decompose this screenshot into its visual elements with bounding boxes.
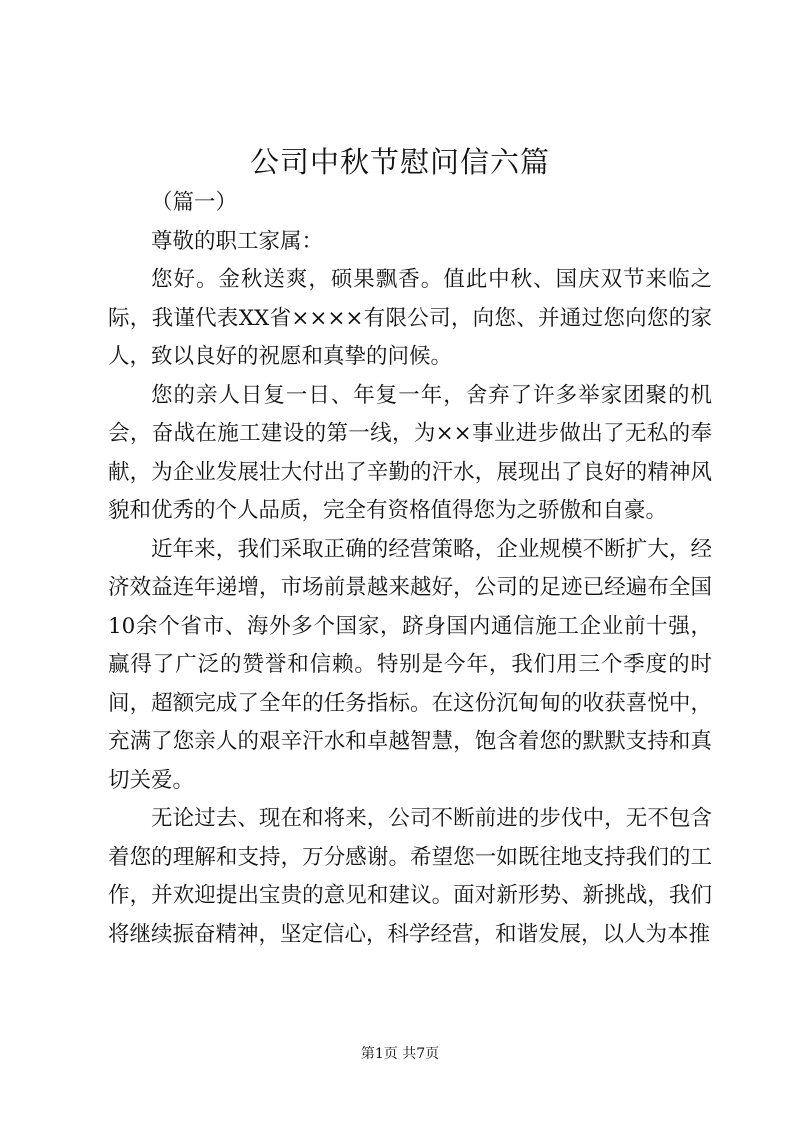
page-footer: 第1页 共7页 <box>360 1046 440 1062</box>
salutation: 尊敬的职工家属： <box>151 228 324 254</box>
document-body <box>108 184 712 954</box>
section-label: （篇一） <box>151 190 238 215</box>
document-title: 公司中秋节慰问信六篇 <box>249 145 550 179</box>
paragraph-thanks-and-future: 无论过去、现在和将来，公司不断前进的步伐中，无不包含着您的理解和支持，万分感谢。希望您一如既往地支持我们的工作，并欢迎提出宝贵的意见和建议。面对新形势、新挑战，我们将继续振奋精神，坚定信心，科学经营，和谐发展，以人为本推 <box>108 806 712 947</box>
paragraph-greeting: 您好。金秋送爽，硕果飘香。值此中秋、国庆双节来临之际，我谨代表XX省××××有限公司，向您、并通过您向您的家人，致以良好的祝愿和真挚的问候。 <box>108 267 712 369</box>
paragraph-company-achievements: 近年来，我们采取正确的经营策略，企业规模不断扩大，经济效益连年递增，市场前景越来越好，公司的足迹已经遍布全国10余个省市、海外多个国家，跻身国内通信施工企业前十强，赢得了广泛的赞誉和信赖。特别是今年，我们用三个季度的时间，超额完成了全年的任务指标。在这份沉甸甸的收获喜悦中，充满了您亲人的艰辛汗水和卓越智慧，饱含着您的默默支持和真切关爱。 <box>108 536 712 793</box>
paragraph-family-contribution: 您的亲人日复一日、年复一年，舍弃了许多举家团聚的机会，奋战在施工建设的第一线，为××事业进步做出了无私的奉献，为企业发展壮大付出了辛勤的汗水，展现出了良好的精神风貌和优秀的个人品质，完全有资格值得您为之骄傲和自豪。 <box>108 382 712 523</box>
